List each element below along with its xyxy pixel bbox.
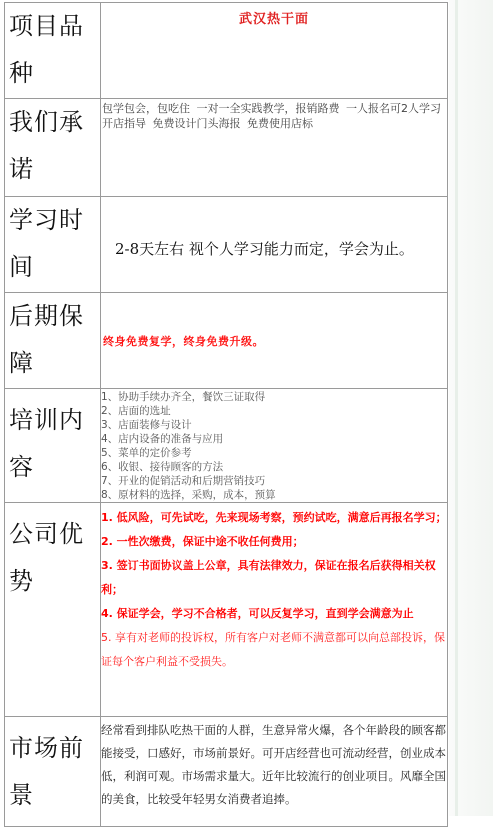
label-market (5, 717, 101, 827)
advantage-item: 2. 一性次缴费，保证中途不收任何费用； (101, 535, 304, 548)
label-text: 培训内容 (9, 406, 84, 481)
training-item: 7、开业的促销活动和后期营销技巧 (101, 475, 266, 487)
training-item: 1、协助手续办齐全，餐饮三证取得 (101, 391, 266, 403)
row-after-support (5, 293, 448, 389)
row-study-time (5, 197, 448, 293)
label-training (5, 389, 101, 503)
market-text: 经常看到排队吃热干面的人群，生意异常火爆，各个年龄段的顾客都能接受，口感好，市场前景好。可开店经营也可流动经营，创业成本低，利润可观。市场需求量大。近年比较流行的创业项目。风靡全国的美食，比较受年轻男女消费者追捧。 (101, 717, 448, 827)
page-side-margin (449, 0, 493, 816)
row-training (5, 389, 448, 503)
label-text: 我们承诺 (9, 108, 84, 183)
label-text: 后期保障 (9, 302, 84, 377)
info-table (4, 2, 448, 827)
project-title: 武汉热干面 (101, 3, 448, 99)
advantage-item: 1. 低风险，可先试吃，先来现场考察，预约试吃，满意后再报名学习； (101, 511, 447, 524)
label-text: 市场前景 (9, 734, 84, 809)
training-item: 4、店内设备的准备与应用 (101, 433, 224, 445)
training-item: 6、收银、接待顾客的方法 (101, 461, 224, 473)
advantage-item: 3. 签订书面协议盖上公章，具有法律效力，保证在报名后获得相关权利； (101, 559, 436, 596)
advantage-list (101, 503, 448, 717)
advantage-item: 4. 保证学会，学习不合格者，可以反复学习，直到学会满意为止 (101, 607, 414, 620)
row-project (5, 3, 448, 99)
training-item: 3、店面装修与设计 (101, 419, 192, 431)
label-after-support (5, 293, 101, 389)
label-text: 项目品种 (9, 12, 84, 87)
row-market (5, 717, 448, 827)
training-item: 8、原材料的选择，采购，成本，预算 (101, 489, 276, 501)
after-support-text: 终身免费复学，终身免费升级。 (101, 293, 448, 389)
promise-text: 包学包会，包吃住 一对一全实践教学，报销路费 一人报名可2人学习 开店指导 免费设计门头海报 免费使用店标 (101, 99, 448, 197)
label-advantage (5, 503, 101, 717)
row-advantage (5, 503, 448, 717)
side-edge-line (455, 0, 458, 816)
training-item: 2、店面的选址 (101, 405, 171, 417)
label-text: 学习时间 (9, 206, 84, 281)
advantage-item: 5. 享有对老师的投诉权，所有客户对老师不满意都可以向总部投诉，保证每个客户利益不受损失。 (101, 631, 445, 668)
label-study-time (5, 197, 101, 293)
label-text: 公司优势 (9, 520, 84, 595)
row-promise (5, 99, 448, 197)
label-promise (5, 99, 101, 197)
label-project (5, 3, 101, 99)
study-time-text: 2-8天左右 视个人学习能力而定，学会为止。 (101, 197, 448, 293)
training-item: 5、菜单的定价参考 (101, 447, 192, 459)
training-list (101, 389, 448, 503)
